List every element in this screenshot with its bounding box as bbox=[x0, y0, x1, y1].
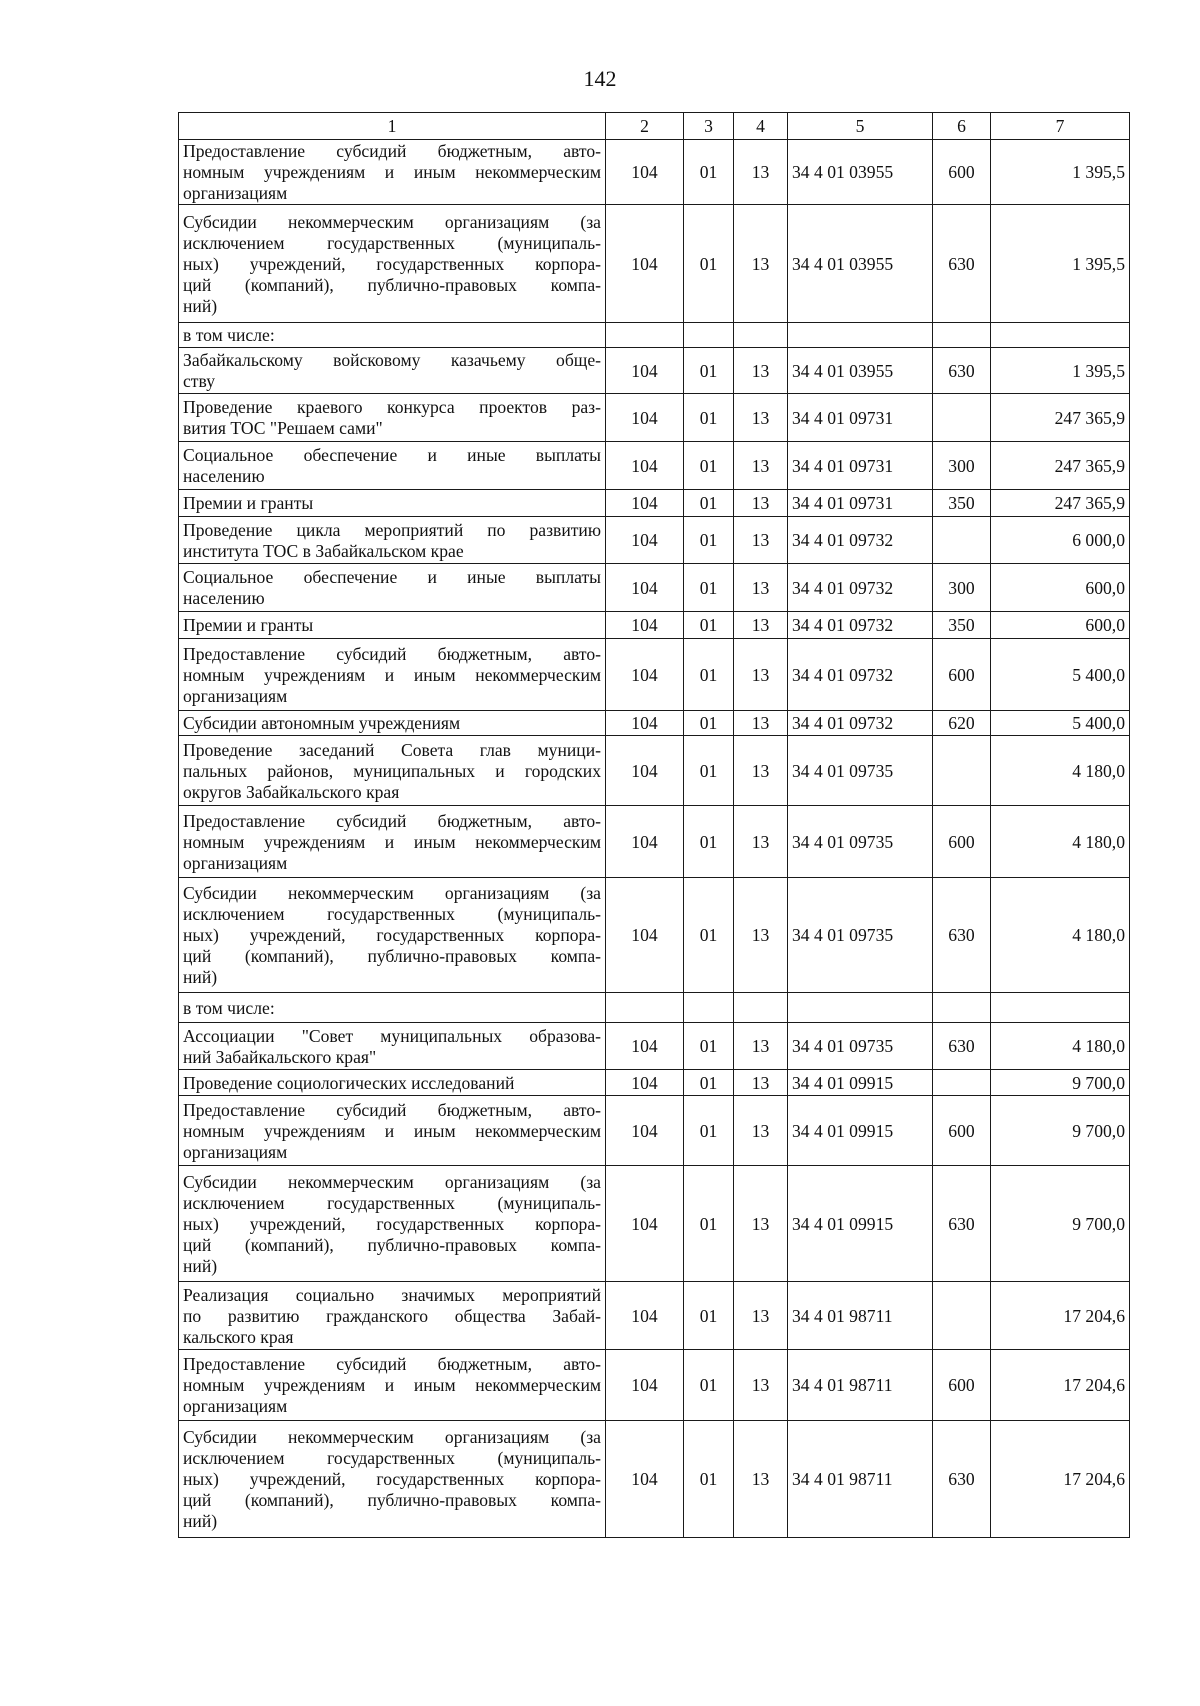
chapter-code-cell: 13 bbox=[734, 1096, 788, 1166]
subsection-code-cell: 01 bbox=[684, 1023, 734, 1070]
target-article-cell: 34 4 01 09732 bbox=[788, 612, 933, 639]
subsection-code-cell: 01 bbox=[684, 1166, 734, 1282]
table-row bbox=[179, 1421, 1130, 1538]
amount-cell: 17 204,6 bbox=[991, 1421, 1130, 1538]
row-name-line: института ТОС в Забайкальском крае bbox=[183, 540, 464, 561]
amount-cell: 1 395,5 bbox=[991, 140, 1130, 205]
chapter-code-cell: 13 bbox=[734, 1023, 788, 1070]
table-row bbox=[179, 323, 1130, 348]
row-name-line: организациям bbox=[183, 1141, 288, 1162]
section-code-cell: 104 bbox=[606, 1023, 684, 1070]
subsection-code-cell: 01 bbox=[684, 490, 734, 517]
expense-type-cell: 630 bbox=[933, 205, 991, 323]
row-name-line: Субсидии автономным учреждениям bbox=[183, 713, 461, 733]
target-article-cell: 34 4 01 03955 bbox=[788, 205, 933, 323]
row-name-line: Проведение цикла мероприятий по развитию bbox=[183, 519, 601, 540]
chapter-code-cell: 13 bbox=[734, 612, 788, 639]
expense-type-cell: 630 bbox=[933, 878, 991, 993]
expense-type-cell: 300 bbox=[933, 442, 991, 490]
amount-cell: 9 700,0 bbox=[991, 1096, 1130, 1166]
row-name-line: округов Забайкальского края bbox=[183, 781, 400, 802]
chapter-code-cell: 13 bbox=[734, 517, 788, 564]
amount-cell: 4 180,0 bbox=[991, 878, 1130, 993]
section-code-cell: 104 bbox=[606, 878, 684, 993]
section-code-cell: 104 bbox=[606, 205, 684, 323]
chapter-code-cell: 13 bbox=[734, 394, 788, 442]
chapter-code-cell: 13 bbox=[734, 140, 788, 205]
expense-type-cell: 630 bbox=[933, 1166, 991, 1282]
section-code-cell bbox=[606, 323, 684, 348]
row-name-line: Проведение социологических исследований bbox=[183, 1072, 515, 1093]
section-code-cell: 104 bbox=[606, 1350, 684, 1421]
section-code-cell: 104 bbox=[606, 394, 684, 442]
subsection-code-cell: 01 bbox=[684, 1096, 734, 1166]
row-name-line: Проведение краевого конкурса проектов раз- bbox=[183, 397, 601, 417]
expense-type-cell: 350 bbox=[933, 490, 991, 517]
row-name-line: Предоставление субсидий бюджетным, авто- bbox=[183, 643, 601, 664]
target-article-cell: 34 4 01 03955 bbox=[788, 140, 933, 205]
row-name-line: Премии и гранты bbox=[183, 493, 314, 513]
target-article-cell: 34 4 01 09731 bbox=[788, 442, 933, 490]
subsection-code-cell bbox=[684, 993, 734, 1023]
header-cell-2: 2 bbox=[606, 113, 684, 140]
section-code-cell: 104 bbox=[606, 490, 684, 517]
table-row bbox=[179, 205, 1130, 323]
row-name-line: номным учреждениям и иным некоммерческим bbox=[183, 162, 601, 182]
row-name-line: номным учреждениям и иным некоммерческим bbox=[183, 1375, 601, 1395]
section-code-cell: 104 bbox=[606, 140, 684, 205]
chapter-code-cell: 13 bbox=[734, 711, 788, 736]
section-code-cell bbox=[606, 993, 684, 1023]
table-row bbox=[179, 1096, 1130, 1166]
row-name-cell bbox=[179, 1282, 606, 1350]
expense-type-cell: 600 bbox=[933, 806, 991, 878]
chapter-code-cell: 13 bbox=[734, 490, 788, 517]
page-number: 142 bbox=[583, 66, 617, 91]
section-code-cell: 104 bbox=[606, 639, 684, 711]
expense-type-cell: 600 bbox=[933, 1096, 991, 1166]
subsection-code-cell: 01 bbox=[684, 394, 734, 442]
row-name-cell bbox=[179, 564, 606, 612]
subsection-code-cell: 01 bbox=[684, 1282, 734, 1350]
row-name-cell bbox=[179, 736, 606, 806]
chapter-code-cell bbox=[734, 323, 788, 348]
row-name-line: ний Забайкальского края" bbox=[183, 1046, 377, 1067]
target-article-cell bbox=[788, 993, 933, 1023]
expense-type-cell bbox=[933, 1282, 991, 1350]
section-code-cell: 104 bbox=[606, 517, 684, 564]
section-code-cell: 104 bbox=[606, 1096, 684, 1166]
row-name-line: кальского края bbox=[183, 1326, 294, 1347]
row-name-cell bbox=[179, 1421, 606, 1538]
row-name-line: организациям bbox=[183, 852, 288, 873]
table-row bbox=[179, 517, 1130, 564]
amount-cell: 600,0 bbox=[991, 612, 1130, 639]
subsection-code-cell: 01 bbox=[684, 806, 734, 878]
section-code-cell: 104 bbox=[606, 348, 684, 394]
table-row bbox=[179, 639, 1130, 711]
row-name-line: Субсидии некоммерческим организациям (за bbox=[183, 883, 601, 903]
table-row bbox=[179, 442, 1130, 490]
chapter-code-cell: 13 bbox=[734, 639, 788, 711]
row-name-cell bbox=[179, 1023, 606, 1070]
chapter-code-cell bbox=[734, 993, 788, 1023]
expense-type-cell bbox=[933, 394, 991, 442]
chapter-code-cell: 13 bbox=[734, 806, 788, 878]
subsection-code-cell: 01 bbox=[684, 639, 734, 711]
row-name-line: Субсидии некоммерческим организациям (за bbox=[183, 1427, 601, 1447]
table-row bbox=[179, 140, 1130, 205]
row-name-line: ний) bbox=[183, 295, 218, 316]
row-name-line: ных) учреждений, государственных корпора- bbox=[183, 925, 601, 945]
amount-cell: 4 180,0 bbox=[991, 1023, 1130, 1070]
row-name-line: ций (компаний), публично-правовых компа- bbox=[183, 946, 601, 966]
row-name-line: Предоставление субсидий бюджетным, авто- bbox=[183, 141, 601, 161]
amount-cell: 247 365,9 bbox=[991, 442, 1130, 490]
target-article-cell: 34 4 01 09915 bbox=[788, 1166, 933, 1282]
target-article-cell: 34 4 01 09732 bbox=[788, 517, 933, 564]
table-header-row bbox=[179, 113, 1130, 140]
row-name-cell bbox=[179, 1096, 606, 1166]
table-row bbox=[179, 564, 1130, 612]
row-name-line: Предоставление субсидий бюджетным, авто- bbox=[183, 1354, 601, 1374]
table-row bbox=[179, 878, 1130, 993]
row-name-line: вития ТОС "Решаем сами" bbox=[183, 418, 383, 438]
row-name-line: в том числе: bbox=[183, 997, 275, 1018]
expense-type-cell: 600 bbox=[933, 140, 991, 205]
row-name-line: ций (компаний), публично-правовых компа- bbox=[183, 1490, 601, 1510]
row-name-line: номным учреждениям и иным некоммерческим bbox=[183, 831, 601, 852]
row-name-line: ных) учреждений, государственных корпора- bbox=[183, 1469, 601, 1489]
amount-cell: 600,0 bbox=[991, 564, 1130, 612]
amount-cell: 247 365,9 bbox=[991, 394, 1130, 442]
target-article-cell: 34 4 01 09732 bbox=[788, 711, 933, 736]
amount-cell: 4 180,0 bbox=[991, 806, 1130, 878]
header-cell-7: 7 bbox=[991, 113, 1130, 140]
section-code-cell: 104 bbox=[606, 711, 684, 736]
row-name-cell bbox=[179, 1350, 606, 1421]
table-row bbox=[179, 1023, 1130, 1070]
chapter-code-cell: 13 bbox=[734, 878, 788, 993]
target-article-cell: 34 4 01 09735 bbox=[788, 806, 933, 878]
subsection-code-cell: 01 bbox=[684, 878, 734, 993]
row-name-cell bbox=[179, 490, 606, 517]
row-name-cell bbox=[179, 348, 606, 394]
chapter-code-cell: 13 bbox=[734, 736, 788, 806]
table-row bbox=[179, 394, 1130, 442]
row-name-line: по развитию гражданского общества Забай- bbox=[183, 1305, 601, 1326]
subsection-code-cell: 01 bbox=[684, 711, 734, 736]
row-name-line: ных) учреждений, государственных корпора- bbox=[183, 253, 601, 274]
section-code-cell: 104 bbox=[606, 1282, 684, 1350]
row-name-line: Предоставление субсидий бюджетным, авто- bbox=[183, 810, 601, 831]
row-name-line: ций (компаний), публично-правовых компа- bbox=[183, 274, 601, 295]
amount-cell: 5 400,0 bbox=[991, 711, 1130, 736]
expense-type-cell: 620 bbox=[933, 711, 991, 736]
row-name-line: Социальное обеспечение и иные выплаты bbox=[183, 445, 601, 465]
subsection-code-cell: 01 bbox=[684, 205, 734, 323]
target-article-cell: 34 4 01 09915 bbox=[788, 1070, 933, 1096]
row-name-line: Забайкальскому войсковому казачьему обще- bbox=[183, 350, 601, 370]
row-name-line: Социальное обеспечение и иные выплаты bbox=[183, 567, 601, 587]
row-name-line: исключением государственных (муниципаль- bbox=[183, 1448, 601, 1468]
chapter-code-cell: 13 bbox=[734, 1421, 788, 1538]
subsection-code-cell: 01 bbox=[684, 1421, 734, 1538]
row-name-line: Реализация социально значимых мероприятий bbox=[183, 1284, 601, 1305]
subsection-code-cell: 01 bbox=[684, 736, 734, 806]
target-article-cell: 34 4 01 09731 bbox=[788, 394, 933, 442]
target-article-cell: 34 4 01 09732 bbox=[788, 639, 933, 711]
target-article-cell: 34 4 01 98711 bbox=[788, 1421, 933, 1538]
row-name-line: населению bbox=[183, 588, 265, 608]
expense-type-cell bbox=[933, 323, 991, 348]
row-name-line: ству bbox=[183, 371, 216, 391]
amount-cell: 247 365,9 bbox=[991, 490, 1130, 517]
amount-cell bbox=[991, 323, 1130, 348]
table-row bbox=[179, 993, 1130, 1023]
expense-type-cell: 600 bbox=[933, 639, 991, 711]
chapter-code-cell: 13 bbox=[734, 1282, 788, 1350]
row-name-line: ний) bbox=[183, 1255, 218, 1276]
table-row bbox=[179, 711, 1130, 736]
row-name-cell bbox=[179, 1070, 606, 1096]
table-row bbox=[179, 1166, 1130, 1282]
budget-table bbox=[178, 112, 1130, 1538]
row-name-line: ций (компаний), публично-правовых компа- bbox=[183, 1234, 601, 1255]
header-cell-5: 5 bbox=[788, 113, 933, 140]
expense-type-cell: 630 bbox=[933, 1023, 991, 1070]
subsection-code-cell: 01 bbox=[684, 564, 734, 612]
row-name-cell bbox=[179, 323, 606, 348]
subsection-code-cell bbox=[684, 323, 734, 348]
row-name-cell bbox=[179, 806, 606, 878]
section-code-cell: 104 bbox=[606, 564, 684, 612]
expense-type-cell bbox=[933, 736, 991, 806]
amount-cell: 17 204,6 bbox=[991, 1350, 1130, 1421]
row-name-cell bbox=[179, 639, 606, 711]
target-article-cell bbox=[788, 323, 933, 348]
amount-cell bbox=[991, 993, 1130, 1023]
section-code-cell: 104 bbox=[606, 1070, 684, 1096]
row-name-line: пальных районов, муниципальных и городских bbox=[183, 760, 601, 781]
row-name-line: организациям bbox=[183, 1396, 288, 1416]
expense-type-cell: 630 bbox=[933, 1421, 991, 1538]
row-name-line: Ассоциации "Совет муниципальных образова- bbox=[183, 1025, 601, 1046]
header-cell-3: 3 bbox=[684, 113, 734, 140]
header-cell-1: 1 bbox=[179, 113, 606, 140]
row-name-line: Предоставление субсидий бюджетным, авто- bbox=[183, 1099, 601, 1120]
row-name-cell bbox=[179, 1166, 606, 1282]
row-name-cell bbox=[179, 517, 606, 564]
row-name-cell bbox=[179, 442, 606, 490]
row-name-cell bbox=[179, 878, 606, 993]
chapter-code-cell: 13 bbox=[734, 205, 788, 323]
subsection-code-cell: 01 bbox=[684, 1070, 734, 1096]
subsection-code-cell: 01 bbox=[684, 140, 734, 205]
row-name-line: Субсидии некоммерческим организациям (за bbox=[183, 211, 601, 232]
amount-cell: 5 400,0 bbox=[991, 639, 1130, 711]
row-name-line: в том числе: bbox=[183, 325, 275, 345]
amount-cell: 9 700,0 bbox=[991, 1070, 1130, 1096]
target-article-cell: 34 4 01 09732 bbox=[788, 564, 933, 612]
row-name-line: организациям bbox=[183, 183, 288, 203]
expense-type-cell bbox=[933, 993, 991, 1023]
row-name-cell bbox=[179, 612, 606, 639]
table-row bbox=[179, 1350, 1130, 1421]
section-code-cell: 104 bbox=[606, 442, 684, 490]
chapter-code-cell: 13 bbox=[734, 1070, 788, 1096]
row-name-cell bbox=[179, 993, 606, 1023]
amount-cell: 1 395,5 bbox=[991, 205, 1130, 323]
subsection-code-cell: 01 bbox=[684, 1350, 734, 1421]
section-code-cell: 104 bbox=[606, 736, 684, 806]
row-name-line: ных) учреждений, государственных корпора- bbox=[183, 1213, 601, 1234]
section-code-cell: 104 bbox=[606, 1166, 684, 1282]
table-row bbox=[179, 806, 1130, 878]
section-code-cell: 104 bbox=[606, 612, 684, 639]
expense-type-cell bbox=[933, 1070, 991, 1096]
row-name-line: Субсидии некоммерческим организациям (за bbox=[183, 1171, 601, 1192]
row-name-line: ний) bbox=[183, 967, 218, 987]
subsection-code-cell: 01 bbox=[684, 517, 734, 564]
table-row bbox=[179, 348, 1130, 394]
subsection-code-cell: 01 bbox=[684, 348, 734, 394]
row-name-cell bbox=[179, 711, 606, 736]
row-name-line: номным учреждениям и иным некоммерческим bbox=[183, 1120, 601, 1141]
expense-type-cell: 300 bbox=[933, 564, 991, 612]
expense-type-cell: 630 bbox=[933, 348, 991, 394]
subsection-code-cell: 01 bbox=[684, 442, 734, 490]
row-name-line: номным учреждениям и иным некоммерческим bbox=[183, 664, 601, 685]
header-cell-6: 6 bbox=[933, 113, 991, 140]
amount-cell: 17 204,6 bbox=[991, 1282, 1130, 1350]
row-name-line: Проведение заседаний Совета глав муници- bbox=[183, 739, 601, 760]
row-name-cell bbox=[179, 394, 606, 442]
target-article-cell: 34 4 01 09915 bbox=[788, 1096, 933, 1166]
header-cell-4: 4 bbox=[734, 113, 788, 140]
target-article-cell: 34 4 01 98711 bbox=[788, 1282, 933, 1350]
target-article-cell: 34 4 01 09735 bbox=[788, 878, 933, 993]
row-name-cell bbox=[179, 140, 606, 205]
table-row bbox=[179, 612, 1130, 639]
target-article-cell: 34 4 01 09731 bbox=[788, 490, 933, 517]
amount-cell: 6 000,0 bbox=[991, 517, 1130, 564]
chapter-code-cell: 13 bbox=[734, 564, 788, 612]
target-article-cell: 34 4 01 03955 bbox=[788, 348, 933, 394]
table-row bbox=[179, 736, 1130, 806]
row-name-line: организациям bbox=[183, 685, 288, 706]
row-name-line: исключением государственных (муниципаль- bbox=[183, 232, 601, 253]
table-row bbox=[179, 1282, 1130, 1350]
chapter-code-cell: 13 bbox=[734, 348, 788, 394]
table-row bbox=[179, 1070, 1130, 1096]
amount-cell: 4 180,0 bbox=[991, 736, 1130, 806]
target-article-cell: 34 4 01 09735 bbox=[788, 736, 933, 806]
amount-cell: 9 700,0 bbox=[991, 1166, 1130, 1282]
expense-type-cell bbox=[933, 517, 991, 564]
amount-cell: 1 395,5 bbox=[991, 348, 1130, 394]
chapter-code-cell: 13 bbox=[734, 442, 788, 490]
target-article-cell: 34 4 01 98711 bbox=[788, 1350, 933, 1421]
row-name-line: Премии и гранты bbox=[183, 615, 314, 635]
section-code-cell: 104 bbox=[606, 1421, 684, 1538]
chapter-code-cell: 13 bbox=[734, 1350, 788, 1421]
row-name-line: исключением государственных (муниципаль- bbox=[183, 1192, 601, 1213]
expense-type-cell: 600 bbox=[933, 1350, 991, 1421]
row-name-line: ний) bbox=[183, 1511, 218, 1531]
section-code-cell: 104 bbox=[606, 806, 684, 878]
row-name-line: исключением государственных (муниципаль- bbox=[183, 904, 601, 924]
row-name-cell bbox=[179, 205, 606, 323]
chapter-code-cell: 13 bbox=[734, 1166, 788, 1282]
subsection-code-cell: 01 bbox=[684, 612, 734, 639]
target-article-cell: 34 4 01 09735 bbox=[788, 1023, 933, 1070]
table-row bbox=[179, 490, 1130, 517]
expense-type-cell: 350 bbox=[933, 612, 991, 639]
row-name-line: населению bbox=[183, 466, 265, 486]
